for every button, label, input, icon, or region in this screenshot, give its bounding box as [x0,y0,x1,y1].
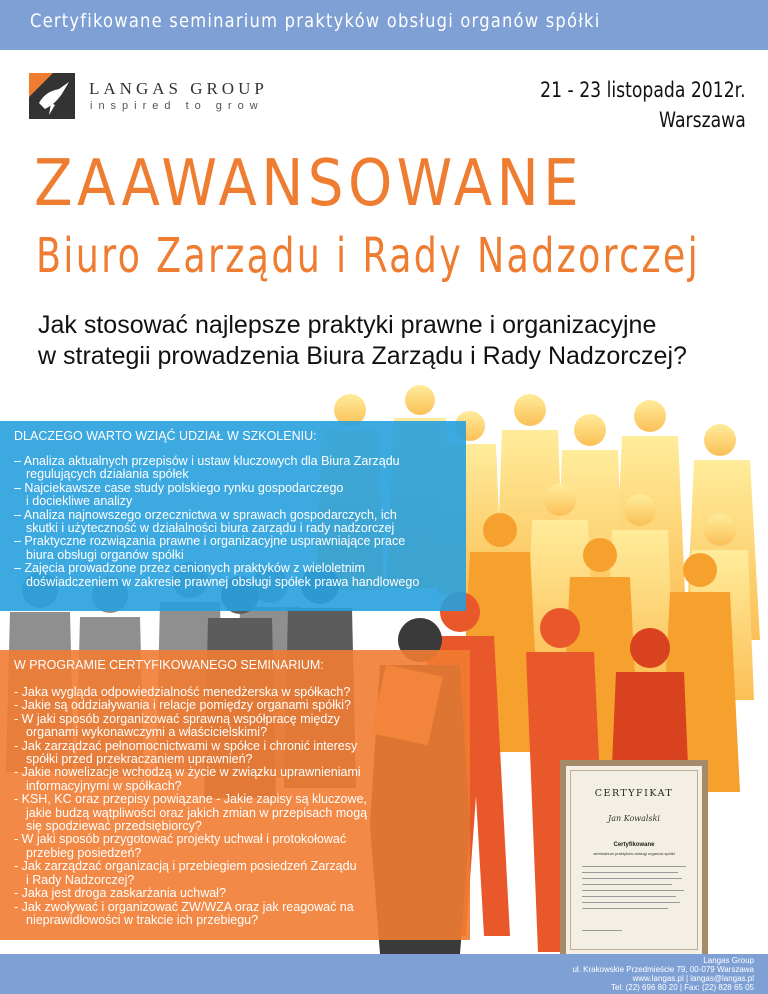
program-line: - W jaki sposób zorganizować sprawną współpracę między [14,711,340,726]
why-line: skutki i użyteczność w działalności biura zarządu i rady nadzorczej [26,521,395,536]
program-line: organami wykonawczymi a właścicielskimi? [26,725,268,740]
headline-question [38,310,687,372]
why-line: – Analiza aktualnych przepisów i ustaw kluczowych dla Biura Zarządu [14,454,400,468]
program-line: - Jak zwoływać i organizować ZW/WZA oraz jak reagować na [14,899,354,914]
program-line: - W jaki sposób przygotować projekty uchwał i protokołować [14,832,347,847]
certificate-name: Jan Kowalski [608,814,660,823]
header-title: Certyfikowane seminarium praktyków obsługi organów spółki [30,10,601,32]
footer-phone: Tel: (22) 696 80 20 | Fax: (22) 828 65 05 [610,983,754,992]
why-attend-panel [0,421,466,611]
certificate-text-line [582,884,672,885]
certificate-text-line [582,866,686,867]
certificate-text-line [582,908,668,909]
why-line: – Analiza najnowszego orzecznictwa w sprawach gospodarczych, ich [14,507,397,522]
why-line: biura obsługi organów spółki [26,547,184,562]
question-line: w strategii prowadzenia Biura Zarządu i Rady Nadzorczej? [38,342,687,370]
event-city: Warszawa [659,108,746,132]
footer-contact [572,956,754,992]
program-line: - Jakie są oddziaływania i relacje pomiędzy organami spółki? [14,698,351,713]
certificate-subtitle2: seminarium praktyków obsługi organów spółki [593,851,675,856]
program-panel [0,650,470,940]
program-line: - KSH, KC oraz przepisy powiązane - Jakie zapisy są kluczowe, [14,792,367,807]
footer-company: Langas Group [703,956,754,965]
why-line: i dociekliwe analizy [26,494,133,509]
logo-tagline: inspired to grow [90,100,264,112]
program-line: - Jakie nowelizacje wchodzą w życie w związku uprawnieniami [14,765,361,780]
certificate-subtitle: Certyfikowane [613,842,655,848]
why-heading: DLACZEGO WARTO WZIĄĆ UDZIAŁ W SZKOLENIU: [14,429,317,443]
event-date: 21 - 23 listopada 2012r. [540,78,746,102]
certificate-text-line [582,896,676,897]
program-line: informacyjnymi w spółkach? [26,778,182,793]
footer-web: www.langas.pl | langas@langas.pl [632,974,754,983]
certificate-image [560,760,708,960]
certificate-text-line [582,902,680,903]
footer-bar [0,954,768,994]
program-list [14,686,367,927]
program-heading: W PROGRAMIE CERTYFIKOWANEGO SEMINARIUM: [14,658,324,672]
footer-address: ul. Krakowskie Przedmieście 79, 00-079 Warszawa [572,965,754,974]
headline-sub: Biuro Zarządu i Rady Nadzorczej [36,228,701,284]
hummingbird-logo-icon [29,73,75,119]
logo-name: LANGAS GROUP [89,79,268,98]
certificate-title: CERTYFIKAT [594,788,674,799]
program-line: się spodziewać przedsiębiorcy? [26,819,202,834]
program-line: spółki przed przekraczaniem uprawnień? [26,752,253,767]
why-line: doświadczeniem w zakresie prawnej obsługi spółek prawa handlowego [26,574,420,589]
headline-main: ZAAWANSOWANE [34,147,584,221]
question-line: Jak stosować najlepsze praktyki prawne i organizacyjne [38,311,657,339]
program-line: nieprawidłowości w trakcie ich przebiegu? [26,912,259,927]
why-line: – Praktyczne rozwiązania prawne i organizacyjne usprawniające prace [14,534,406,549]
program-line: - Jak zarządzać pełnomocnictwami w spółce i chronić interesy [14,738,358,753]
program-line: - Jaka jest droga zaskarżania uchwał? [14,886,226,901]
certificate-text-line [582,890,684,891]
program-line: - Jaka wygląda odpowiedzialność menedżerska w spółkach? [14,685,351,699]
certificate-signature-line [582,930,622,931]
why-line: – Najciekawsze case study polskiego rynku gospodarczego [14,480,344,495]
certificate-text-line [582,872,678,873]
why-list [14,455,419,589]
why-line: regulujących działania spółek [26,467,189,482]
program-line: jakie budzą wątpliwości oraz jakich zmian w przepisach mogą [26,805,368,820]
certificate-text-line [582,878,682,879]
program-line: i Rady Nadzorczej? [26,872,135,887]
program-line: przebieg posiedzeń? [26,845,142,860]
header-bar [0,0,768,50]
why-line: – Zajęcia prowadzone przez cenionych praktyków z wieloletnim [14,561,365,576]
program-line: - Jak zarządzać organizacją i przebiegiem posiedzeń Zarządu [14,859,357,874]
